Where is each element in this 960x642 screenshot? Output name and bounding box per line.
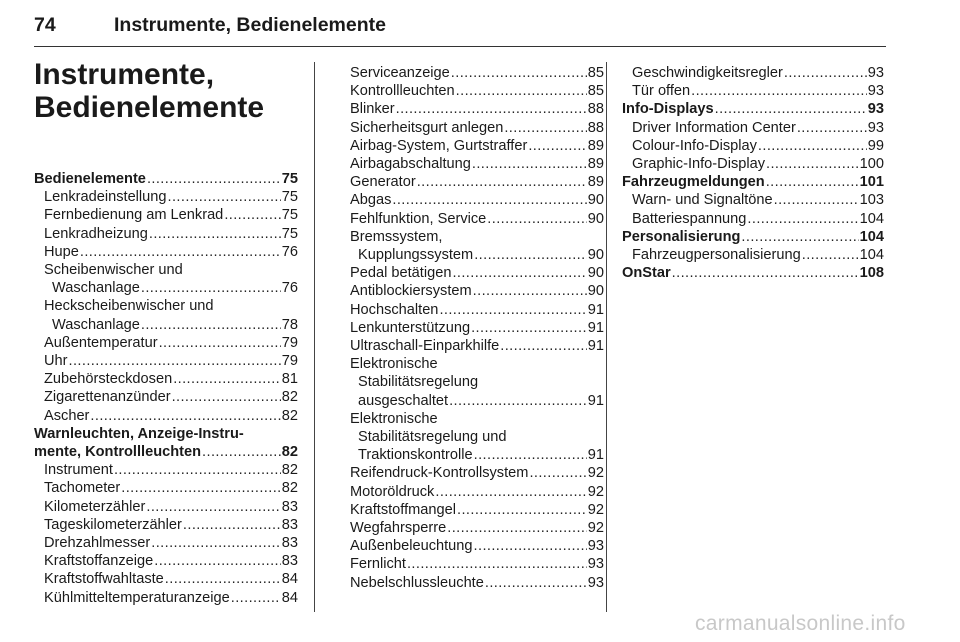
toc-entry-label: Bremssystem,	[350, 228, 443, 245]
dot-leader	[797, 119, 867, 137]
toc-page-number: 89	[587, 156, 604, 173]
toc-entry-link[interactable]	[622, 119, 884, 137]
toc-page-number: 92	[587, 483, 604, 500]
dot-leader	[146, 498, 280, 516]
toc-entry-link[interactable]	[340, 64, 604, 82]
dot-leader	[474, 537, 587, 555]
dot-leader	[147, 170, 281, 188]
toc-entry-label: Graphic-Info-Display	[632, 156, 766, 173]
toc-entry-label: Antiblockiersystem	[350, 283, 472, 300]
toc-page-number: 90	[587, 265, 604, 282]
toc-entry-label: OnStar	[622, 265, 671, 282]
toc-entry-label: Serviceanzeige	[350, 65, 450, 81]
dot-leader	[141, 279, 281, 297]
toc-entry-link[interactable]	[340, 301, 604, 319]
toc-page-number: 90	[587, 283, 604, 300]
toc-entry-link[interactable]	[34, 334, 298, 352]
toc-entry-label: Generator	[350, 174, 416, 191]
toc-page-number: 104	[859, 247, 884, 264]
toc-page-number: 100	[859, 156, 884, 173]
toc-entry-link[interactable]	[340, 483, 604, 501]
toc-entry-label: Info-Displays	[622, 101, 714, 118]
toc-entry-link[interactable]	[622, 64, 884, 82]
toc-page-number: 92	[587, 520, 604, 537]
toc-entry-link[interactable]	[340, 464, 604, 482]
toc-page-number: 82	[281, 407, 298, 424]
dot-leader	[173, 370, 281, 388]
toc-entry-link[interactable]	[622, 246, 884, 264]
toc-entry-link[interactable]	[622, 191, 884, 209]
dot-leader	[528, 137, 586, 155]
toc-entry-label: Pedal betätigen	[350, 265, 452, 282]
dot-leader	[396, 100, 587, 118]
toc-entry-link[interactable]	[340, 210, 604, 228]
toc-entry-label: Bedienelemente	[34, 171, 146, 187]
toc-entry-label: Abgas	[350, 192, 392, 209]
toc-entry-label: Wegfahrsperre	[350, 520, 447, 537]
dot-leader	[485, 574, 587, 592]
dot-leader	[500, 337, 587, 355]
toc-entry-link[interactable]	[34, 570, 298, 588]
toc-entry-link[interactable]	[622, 155, 884, 173]
toc-entry-link[interactable]	[34, 297, 298, 333]
toc-entry-link[interactable]	[34, 461, 298, 479]
page-header	[34, 14, 886, 47]
toc-page-number: 79	[281, 334, 298, 351]
dot-leader	[114, 461, 281, 479]
toc-page-number: 78	[281, 316, 298, 333]
toc-entry-label: Fehlfunktion, Service	[350, 210, 487, 227]
chapter-title-line: Instrumente,	[34, 58, 215, 91]
toc-entry-label: Hupe	[44, 243, 79, 260]
dot-leader	[165, 570, 281, 588]
toc-entry-label: Airbagabschaltung	[350, 156, 471, 173]
toc-section-link[interactable]	[34, 170, 298, 188]
dot-leader	[715, 100, 867, 118]
dot-leader	[90, 407, 280, 425]
toc-page-number: 89	[587, 174, 604, 191]
dot-leader	[149, 225, 281, 243]
page-number: 74	[34, 14, 56, 36]
toc-page-number: 93	[587, 574, 604, 591]
toc-entry-label: Geschwindigkeitsregler	[632, 65, 783, 81]
toc-page-number: 84	[281, 589, 298, 606]
dot-leader	[172, 388, 281, 406]
toc-page-number: 91	[587, 392, 604, 409]
dot-leader	[417, 173, 587, 191]
toc-entry-link[interactable]	[34, 225, 298, 243]
toc-entry-link[interactable]	[340, 173, 604, 191]
toc-entry-label: Lenkunterstützung	[350, 319, 471, 336]
toc-entry-label: Tageskilometerzähler	[44, 516, 182, 533]
toc-column-1	[34, 170, 298, 607]
toc-entry-link[interactable]	[34, 589, 298, 607]
toc-page-number: 85	[587, 65, 604, 81]
toc-page-number: 81	[281, 371, 298, 388]
toc-entry-link[interactable]	[34, 243, 298, 261]
toc-page-number: 82	[281, 444, 298, 461]
toc-page-number: 82	[281, 389, 298, 406]
toc-page-number: 75	[281, 171, 298, 187]
dot-leader	[774, 191, 859, 209]
column-divider	[606, 62, 607, 612]
dot-leader	[747, 210, 858, 228]
toc-entry-link[interactable]	[340, 319, 604, 337]
dot-leader	[449, 392, 587, 410]
toc-entry-link[interactable]	[340, 82, 604, 100]
toc-entry-label: Kühlmitteltemperaturanzeige	[44, 589, 230, 606]
dot-leader	[784, 64, 867, 82]
toc-entry-label-cont: Kupplungssystem	[358, 247, 474, 264]
dot-leader	[452, 264, 586, 282]
dot-leader	[183, 516, 281, 534]
toc-page-number: 88	[587, 119, 604, 136]
toc-page-number: 76	[281, 280, 298, 297]
toc-page-number: 88	[587, 101, 604, 118]
toc-entry-link[interactable]	[340, 264, 604, 282]
toc-page-number: 108	[859, 265, 884, 282]
toc-entry-label: Batteriespannung	[632, 210, 747, 227]
toc-entry-label: Fahrzeugpersonalisierung	[632, 247, 801, 264]
dot-leader	[473, 282, 587, 300]
toc-page-number: 83	[281, 553, 298, 570]
toc-page-number: 79	[281, 353, 298, 370]
toc-page-number: 93	[867, 101, 884, 118]
toc-entry-label: Warnleuchten, Anzeige-Instru-	[34, 425, 244, 442]
column-divider	[314, 62, 315, 612]
toc-entry-link[interactable]	[340, 410, 604, 465]
toc-entry-link[interactable]	[34, 407, 298, 425]
toc-page-number: 90	[587, 247, 604, 264]
toc-entry-label: Warn- und Signaltöne	[632, 192, 773, 209]
toc-entry-label: Sicherheitsgurt anlegen	[350, 119, 504, 136]
toc-page-number: 75	[281, 225, 298, 242]
dot-leader	[202, 443, 281, 461]
toc-page-number: 93	[867, 119, 884, 136]
toc-entry-label: Zigarettenanzünder	[44, 389, 171, 406]
toc-entry-label: Ascher	[44, 407, 90, 424]
toc-entry-label: Drehzahlmesser	[44, 535, 151, 552]
toc-entry-link[interactable]	[340, 155, 604, 173]
running-title: Instrumente, Bedienelemente	[114, 14, 386, 36]
toc-entry-label: Fernbedienung am Lenkrad	[44, 207, 224, 224]
toc-entry-label-cont: Traktionskontrolle	[358, 447, 473, 464]
toc-entry-link[interactable]	[340, 555, 604, 573]
toc-entry-label: Heckscheibenwischer und	[44, 298, 214, 315]
dot-leader	[80, 243, 281, 261]
dot-leader	[69, 352, 281, 370]
toc-entry-label: Elektronische	[350, 410, 438, 427]
dot-leader	[121, 479, 281, 497]
toc-entry-link[interactable]	[340, 100, 604, 118]
dot-leader	[766, 173, 859, 191]
toc-entry-label: Kraftstoffmangel	[350, 501, 456, 518]
dot-leader	[231, 589, 281, 607]
toc-entry-label: Lenkradeinstellung	[44, 189, 167, 206]
toc-page-number: 84	[281, 571, 298, 588]
toc-entry-link[interactable]	[622, 137, 884, 155]
toc-page-number: 91	[587, 338, 604, 355]
toc-entry-label: Kraftstoffanzeige	[44, 553, 154, 570]
dot-leader	[451, 64, 587, 82]
dot-leader	[691, 82, 867, 100]
toc-column-2	[340, 64, 604, 592]
toc-page-number: 103	[859, 192, 884, 209]
dot-leader	[487, 210, 586, 228]
toc-entry-link[interactable]	[622, 82, 884, 100]
dot-leader	[168, 188, 281, 206]
dot-leader	[141, 316, 281, 334]
toc-entry-label: Airbag-System, Gurtstraffer	[350, 137, 528, 154]
toc-entry-link[interactable]	[340, 337, 604, 355]
dot-leader	[439, 301, 586, 319]
toc-page-number: 82	[281, 480, 298, 497]
toc-page-number: 75	[281, 207, 298, 224]
dot-leader	[474, 446, 587, 464]
toc-page-number: 83	[281, 516, 298, 533]
toc-entry-label: Zubehörsteckdosen	[44, 371, 173, 388]
toc-entry-link[interactable]	[34, 552, 298, 570]
toc-entry-label-cont: Stabilitätsregelung	[358, 374, 479, 391]
dot-leader	[457, 501, 587, 519]
toc-entry-label: Personalisierung	[622, 228, 741, 245]
toc-entry-label-cont: Waschanlage	[52, 280, 140, 297]
dot-leader	[474, 246, 587, 264]
toc-entry-link[interactable]	[34, 498, 298, 516]
toc-entry-label: Driver Information Center	[632, 119, 796, 136]
toc-page-number: 104	[859, 210, 884, 227]
toc-column-3	[622, 64, 884, 282]
toc-entry-label: Motoröldruck	[350, 483, 435, 500]
toc-entry-link[interactable]	[34, 534, 298, 552]
dot-leader	[159, 334, 281, 352]
toc-entry-link[interactable]	[34, 352, 298, 370]
dot-leader	[435, 483, 586, 501]
toc-page-number: 83	[281, 498, 298, 515]
toc-entry-label: Außentemperatur	[44, 334, 158, 351]
toc-entry-label: Elektronische	[350, 356, 438, 373]
toc-page-number: 90	[587, 210, 604, 227]
dot-leader	[456, 82, 587, 100]
dot-leader	[151, 534, 281, 552]
toc-entry-link[interactable]	[34, 516, 298, 534]
toc-entry-label: Tür offen	[632, 83, 691, 100]
toc-entry-link[interactable]	[340, 137, 604, 155]
toc-page-number: 99	[867, 137, 884, 154]
dot-leader	[471, 319, 587, 337]
toc-entry-link[interactable]	[340, 574, 604, 592]
toc-entry-label: Kontrollleuchten	[350, 83, 455, 100]
toc-page-number: 92	[587, 501, 604, 518]
dot-leader	[529, 464, 586, 482]
toc-section-link[interactable]	[622, 264, 884, 282]
toc-entry-label-cont: ausgeschaltet	[358, 392, 449, 409]
toc-entry-link[interactable]	[340, 537, 604, 555]
toc-page-number: 93	[587, 556, 604, 573]
toc-page-number: 104	[859, 228, 884, 245]
toc-entry-label: Nebelschlussleuchte	[350, 574, 484, 591]
toc-section-link[interactable]	[34, 425, 298, 461]
dot-leader	[504, 119, 586, 137]
toc-page-number: 93	[867, 65, 884, 81]
toc-entry-label: Blinker	[350, 101, 395, 118]
dot-leader	[407, 555, 587, 573]
toc-page-number: 91	[587, 301, 604, 318]
toc-entry-link[interactable]	[34, 206, 298, 224]
toc-page-number: 83	[281, 535, 298, 552]
toc-entry-label: Außenbeleuchtung	[350, 538, 473, 555]
toc-entry-link[interactable]	[340, 519, 604, 537]
toc-entry-link[interactable]	[340, 501, 604, 519]
toc-entry-label: Hochschalten	[350, 301, 439, 318]
toc-entry-label: Scheibenwischer und	[44, 262, 183, 279]
toc-entry-link[interactable]	[34, 188, 298, 206]
toc-section-link[interactable]	[622, 228, 884, 246]
toc-entry-link[interactable]	[34, 388, 298, 406]
dot-leader	[741, 228, 858, 246]
dot-leader	[392, 191, 586, 209]
toc-page-number: 75	[281, 189, 298, 206]
dot-leader	[472, 155, 587, 173]
toc-page-number: 91	[587, 447, 604, 464]
toc-section-link[interactable]	[622, 100, 884, 118]
toc-entry-label-cont: mente, Kontrollleuchten	[34, 444, 202, 461]
toc-entry-label: Kilometerzähler	[44, 498, 146, 515]
chapter-title	[34, 58, 314, 124]
dot-leader	[447, 519, 587, 537]
toc-entry-label-cont: Waschanlage	[52, 316, 140, 333]
toc-section-link[interactable]	[622, 173, 884, 191]
toc-page-number: 82	[281, 462, 298, 479]
toc-page-number: 101	[859, 174, 884, 191]
toc-entry-link[interactable]	[340, 355, 604, 410]
toc-entry-label: Uhr	[44, 353, 68, 370]
toc-entry-label: Ultraschall-Einparkhilfe	[350, 338, 500, 355]
dot-leader	[672, 264, 859, 282]
toc-page-number: 93	[587, 538, 604, 555]
dot-leader	[154, 552, 281, 570]
watermark: carmanualsonline.info	[695, 612, 906, 635]
dot-leader	[224, 206, 280, 224]
toc-entry-label: Reifendruck-Kontrollsystem	[350, 465, 529, 482]
toc-entry-link[interactable]	[34, 479, 298, 497]
toc-entry-label: Instrument	[44, 462, 113, 479]
toc-entry-label: Colour-Info-Display	[632, 137, 757, 154]
toc-page-number: 91	[587, 319, 604, 336]
toc-page-number: 76	[281, 243, 298, 260]
dot-leader	[766, 155, 859, 173]
toc-page-number: 93	[867, 83, 884, 100]
toc-entry-label: Fernlicht	[350, 556, 406, 573]
toc-entry-label: Fahrzeugmeldungen	[622, 174, 765, 191]
toc-entry-label: Tachometer	[44, 480, 121, 497]
toc-entry-link[interactable]	[340, 282, 604, 300]
toc-page-number: 85	[587, 83, 604, 100]
toc-entry-link[interactable]	[34, 261, 298, 297]
dot-leader	[802, 246, 859, 264]
toc-entry-link[interactable]	[622, 210, 884, 228]
toc-entry-link[interactable]	[340, 228, 604, 264]
toc-page-number: 92	[587, 465, 604, 482]
chapter-title-line: Bedienelemente	[34, 91, 265, 124]
toc-entry-link[interactable]	[340, 191, 604, 209]
toc-entry-label: Kraftstoffwahltaste	[44, 571, 164, 588]
toc-entry-label-cont: Stabilitätsregelung und	[358, 429, 507, 446]
toc-page-number: 90	[587, 192, 604, 209]
toc-entry-label: Lenkradheizung	[44, 225, 148, 242]
toc-entry-link[interactable]	[340, 119, 604, 137]
toc-entry-link[interactable]	[34, 370, 298, 388]
toc-page-number: 89	[587, 137, 604, 154]
dot-leader	[758, 137, 867, 155]
